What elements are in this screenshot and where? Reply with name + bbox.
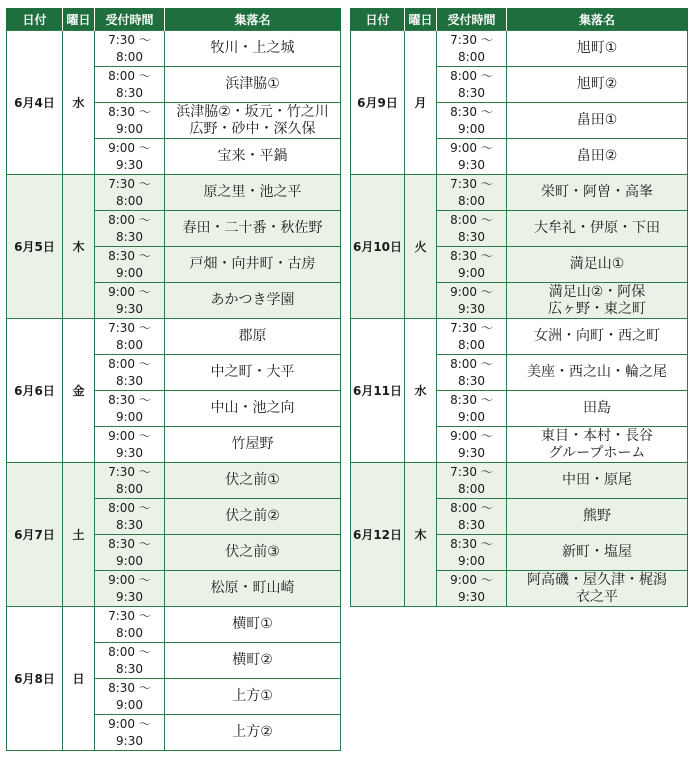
schedule-table-right (350, 8, 688, 607)
time-from: 8:00 〜 (108, 212, 151, 227)
time-from: 9:00 〜 (450, 284, 493, 299)
time-to: 9:30 (116, 589, 143, 604)
time-cell (95, 535, 165, 571)
time-from: 7:30 〜 (108, 464, 151, 479)
weekday-cell: 水 (405, 319, 437, 463)
time-cell (95, 427, 165, 463)
area-cell: 満足山① (507, 247, 688, 283)
time-to: 8:00 (458, 49, 485, 64)
time-from: 7:30 〜 (108, 32, 151, 47)
time-to: 8:00 (116, 481, 143, 496)
header-date: 日付 (7, 8, 63, 31)
time-from: 8:30 〜 (108, 104, 151, 119)
time-to: 9:00 (116, 409, 143, 424)
time-from: 7:30 〜 (108, 608, 151, 623)
area-cell: 畠田① (507, 103, 688, 139)
date-cell: 6月4日 (7, 31, 63, 175)
time-from: 8:00 〜 (108, 68, 151, 83)
time-to: 9:30 (458, 445, 485, 460)
time-cell (95, 319, 165, 355)
schedule-table-left (6, 8, 341, 751)
time-cell (95, 67, 165, 103)
weekday-cell: 火 (405, 175, 437, 319)
time-to: 8:00 (458, 337, 485, 352)
time-from: 8:00 〜 (450, 500, 493, 515)
time-from: 9:00 〜 (108, 716, 151, 731)
date-cell: 6月10日 (351, 175, 405, 319)
area-cell: 松原・町山崎 (165, 571, 341, 607)
date-cell: 6月6日 (7, 319, 63, 463)
area-cell: 中山・池之向 (165, 391, 341, 427)
time-from: 8:00 〜 (450, 356, 493, 371)
time-from: 8:00 〜 (450, 68, 493, 83)
area-cell: 宝来・平鍋 (165, 139, 341, 175)
area-cell: 竹屋野 (165, 427, 341, 463)
area-cell: 伏之前② (165, 499, 341, 535)
time-cell (95, 247, 165, 283)
header-area: 集落名 (165, 8, 341, 31)
time-from: 8:30 〜 (450, 536, 493, 551)
time-from: 9:00 〜 (108, 140, 151, 155)
header-weekday: 曜日 (405, 8, 437, 31)
area-cell: 旭町② (507, 67, 688, 103)
time-to: 8:30 (116, 229, 143, 244)
time-cell (437, 211, 507, 247)
time-from: 9:00 〜 (450, 428, 493, 443)
area-cell: 伏之前③ (165, 535, 341, 571)
area-cell: 郡原 (165, 319, 341, 355)
date-cell: 6月11日 (351, 319, 405, 463)
time-to: 9:30 (458, 301, 485, 316)
time-cell (437, 355, 507, 391)
time-from: 8:30 〜 (108, 680, 151, 695)
time-cell (95, 571, 165, 607)
area-cell: 旭町① (507, 31, 688, 67)
time-to: 8:30 (458, 229, 485, 244)
area-cell: あかつき学園 (165, 283, 341, 319)
schedule-row (7, 463, 341, 499)
area-cell: 牧川・上之城 (165, 31, 341, 67)
schedule-row (351, 31, 688, 67)
time-to: 9:30 (116, 301, 143, 316)
time-cell (95, 139, 165, 175)
time-cell (437, 463, 507, 499)
time-from: 7:30 〜 (450, 464, 493, 479)
time-cell (95, 607, 165, 643)
time-cell (437, 31, 507, 67)
time-from: 7:30 〜 (108, 320, 151, 335)
area-cell: 畠田② (507, 139, 688, 175)
weekday-cell: 水 (63, 31, 95, 175)
time-from: 9:00 〜 (450, 140, 493, 155)
weekday-cell: 土 (63, 463, 95, 607)
area-cell: 満足山②・阿保 広ヶ野・東之町 (507, 283, 688, 319)
time-to: 8:30 (116, 85, 143, 100)
area-cell: 戸畑・向井町・古房 (165, 247, 341, 283)
time-cell (437, 535, 507, 571)
header-time: 受付時間 (437, 8, 507, 31)
time-cell (95, 463, 165, 499)
time-cell (437, 391, 507, 427)
time-cell (95, 175, 165, 211)
time-to: 8:00 (116, 193, 143, 208)
area-cell: 女洲・向町・西之町 (507, 319, 688, 355)
time-cell (437, 103, 507, 139)
time-cell (437, 139, 507, 175)
area-cell: 東目・本村・長谷 グループホーム (507, 427, 688, 463)
time-from: 8:30 〜 (450, 104, 493, 119)
time-to: 9:30 (458, 589, 485, 604)
time-from: 7:30 〜 (108, 176, 151, 191)
time-to: 8:30 (458, 85, 485, 100)
time-to: 9:00 (458, 553, 485, 568)
schedule-row (351, 319, 688, 355)
time-from: 8:00 〜 (108, 500, 151, 515)
area-cell: 中之町・大平 (165, 355, 341, 391)
time-to: 9:00 (116, 121, 143, 136)
time-cell (437, 247, 507, 283)
schedule-row (7, 31, 341, 67)
time-cell (95, 715, 165, 751)
time-to: 9:00 (116, 265, 143, 280)
area-cell: 横町② (165, 643, 341, 679)
weekday-cell: 月 (405, 31, 437, 175)
time-cell (95, 211, 165, 247)
schedule-row (7, 607, 341, 643)
area-cell: 新町・塩屋 (507, 535, 688, 571)
area-cell: 田島 (507, 391, 688, 427)
time-to: 9:00 (458, 409, 485, 424)
time-to: 8:30 (116, 517, 143, 532)
weekday-cell: 日 (63, 607, 95, 751)
area-cell: 大牟礼・伊原・下田 (507, 211, 688, 247)
area-cell: 熊野 (507, 499, 688, 535)
time-from: 8:00 〜 (108, 356, 151, 371)
time-cell (437, 175, 507, 211)
schedule-row (351, 463, 688, 499)
time-to: 9:00 (458, 265, 485, 280)
area-cell: 上方② (165, 715, 341, 751)
time-from: 7:30 〜 (450, 176, 493, 191)
time-cell (437, 571, 507, 607)
time-to: 8:30 (116, 373, 143, 388)
date-cell: 6月12日 (351, 463, 405, 607)
date-cell: 6月5日 (7, 175, 63, 319)
time-cell (95, 499, 165, 535)
time-to: 8:00 (458, 481, 485, 496)
time-from: 8:00 〜 (450, 212, 493, 227)
time-cell (95, 355, 165, 391)
area-cell: 春田・二十番・秋佐野 (165, 211, 341, 247)
header-row (7, 8, 341, 31)
time-to: 8:00 (116, 337, 143, 352)
area-cell: 中田・原尾 (507, 463, 688, 499)
header-date: 日付 (351, 8, 405, 31)
time-to: 8:00 (458, 193, 485, 208)
time-cell (95, 391, 165, 427)
time-to: 8:30 (458, 517, 485, 532)
time-to: 9:30 (116, 733, 143, 748)
time-from: 7:30 〜 (450, 32, 493, 47)
area-cell: 浜津脇②・坂元・竹之川 広野・砂中・深久保 (165, 103, 341, 139)
time-cell (437, 499, 507, 535)
area-cell: 横町① (165, 607, 341, 643)
time-cell (95, 679, 165, 715)
time-from: 8:00 〜 (108, 644, 151, 659)
time-from: 9:00 〜 (108, 428, 151, 443)
area-cell: 伏之前① (165, 463, 341, 499)
area-cell: 栄町・阿曽・高峯 (507, 175, 688, 211)
time-cell (95, 103, 165, 139)
schedule-row (351, 175, 688, 211)
header-weekday: 曜日 (63, 8, 95, 31)
time-to: 9:00 (116, 553, 143, 568)
date-cell: 6月7日 (7, 463, 63, 607)
area-cell: 上方① (165, 679, 341, 715)
schedule-row (7, 175, 341, 211)
time-to: 9:00 (458, 121, 485, 136)
area-cell: 原之里・池之平 (165, 175, 341, 211)
time-to: 9:00 (116, 697, 143, 712)
weekday-cell: 金 (63, 319, 95, 463)
header-area: 集落名 (507, 8, 688, 31)
time-to: 8:30 (116, 661, 143, 676)
time-to: 8:30 (458, 373, 485, 388)
time-cell (437, 427, 507, 463)
time-cell (437, 67, 507, 103)
area-cell: 浜津脇① (165, 67, 341, 103)
time-cell (95, 31, 165, 67)
schedule-row (7, 319, 341, 355)
time-from: 9:00 〜 (108, 572, 151, 587)
area-cell: 美座・西之山・輪之尾 (507, 355, 688, 391)
time-from: 7:30 〜 (450, 320, 493, 335)
time-cell (95, 283, 165, 319)
date-cell: 6月9日 (351, 31, 405, 175)
header-row (351, 8, 688, 31)
date-cell: 6月8日 (7, 607, 63, 751)
weekday-cell: 木 (405, 463, 437, 607)
weekday-cell: 木 (63, 175, 95, 319)
time-from: 8:30 〜 (108, 536, 151, 551)
time-from: 9:00 〜 (108, 284, 151, 299)
time-from: 8:30 〜 (108, 248, 151, 263)
time-from: 8:30 〜 (108, 392, 151, 407)
time-to: 9:30 (116, 157, 143, 172)
time-to: 9:30 (458, 157, 485, 172)
time-from: 8:30 〜 (450, 392, 493, 407)
time-from: 8:30 〜 (450, 248, 493, 263)
header-time: 受付時間 (95, 8, 165, 31)
time-cell (95, 643, 165, 679)
time-cell (437, 283, 507, 319)
area-cell: 阿高磯・屋久津・梶潟 衣之平 (507, 571, 688, 607)
time-from: 9:00 〜 (450, 572, 493, 587)
time-to: 8:00 (116, 49, 143, 64)
time-cell (437, 319, 507, 355)
time-to: 8:00 (116, 625, 143, 640)
time-to: 9:30 (116, 445, 143, 460)
